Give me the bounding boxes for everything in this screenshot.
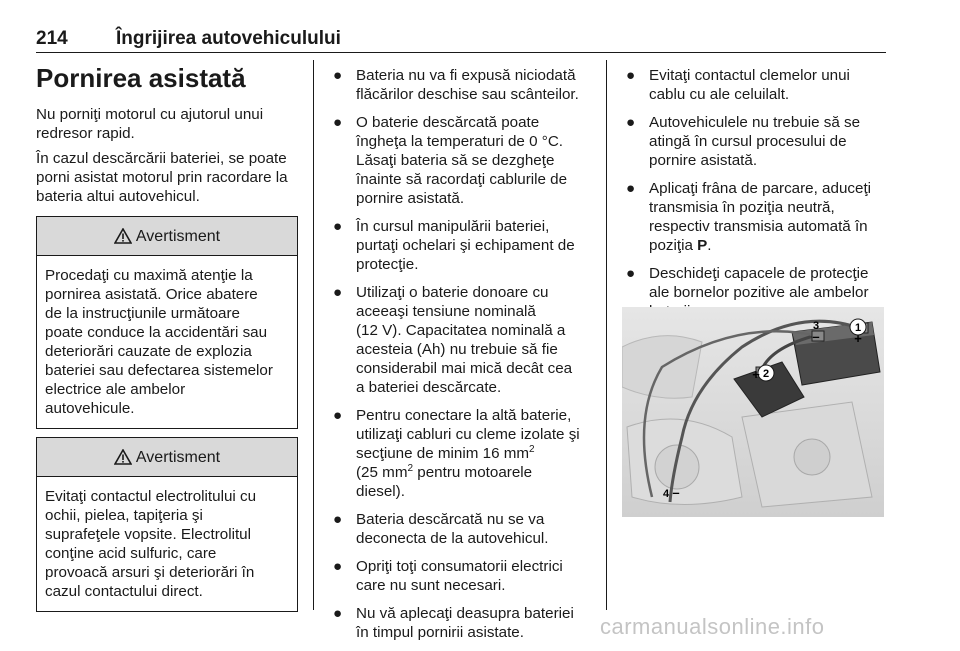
warning-text: Procedaţi cu maximă atenţie la pornirea asistată. Orice abatere de la instrucţiunile următoare poate conduce la accidentări sau deteriorări cauzate de explozia bateriei sau defectarea sistemelor electrice ale ambelor autovehicule. <box>45 267 273 417</box>
column-3 <box>623 66 887 330</box>
svg-text:4: 4 <box>662 488 670 500</box>
bullet-icon: ● <box>333 114 343 131</box>
bullet-icon: ● <box>626 114 636 131</box>
list-item: ● Autovehiculele nu trebuie să se atingă în cursul procesului de pornire asistată. <box>626 114 861 169</box>
list-item: ● În cursul manipulării bateriei, purtaţi ochelari şi echipament de protecţie. <box>333 218 575 273</box>
bullet-icon: ● <box>626 180 636 197</box>
svg-text:+: + <box>752 367 760 382</box>
chapter-title: Îngrijirea autovehiculului <box>116 28 341 49</box>
list-item: ● O baterie descărcată poate îngheţa la temperaturi de 0 °C. Lăsaţi bateria să se dezgheţe înainte să racordaţi cablurile de pornire asistată. <box>333 114 568 207</box>
warning-text: Evitaţi contactul electrolitului cu ochii, pielea, tapiţeria şi suprafeţele vopsite. Electrolitul conţine acid sulfuric, care provoacă arsuri şi deteriorări în cazul contactului direct. <box>45 488 257 600</box>
list-item: ● Bateria descărcată nu se va deconecta de la autovehicul. <box>333 511 549 547</box>
bullet-icon: ● <box>333 218 343 235</box>
bullet-icon: ● <box>333 284 343 301</box>
warning-box-1 <box>36 216 298 429</box>
column-2 <box>330 66 594 651</box>
bullet-icon: ● <box>333 605 343 622</box>
warning-header <box>37 217 297 256</box>
label-2 <box>752 365 774 382</box>
warning-triangle-icon <box>114 228 132 244</box>
bullet-icon: ● <box>626 67 636 84</box>
bullet-list <box>623 66 887 321</box>
watermark: carmanualsonline.info <box>600 614 825 639</box>
warning-title: Avertisment <box>135 227 221 245</box>
list-item: ● Nu vă aplecaţi deasupra bateriei în timpul pornirii asistate. <box>333 605 574 641</box>
svg-text:+: + <box>854 331 862 346</box>
list-item: ● Evitaţi contactul clemelor unui cablu cu ale celuilalt. <box>626 67 850 103</box>
column-1 <box>36 60 298 612</box>
jump-start-illustration <box>622 307 884 517</box>
list-item: ● Utilizaţi o baterie donoare cu aceeaşi tensiune nominală (12 V). Capacitatea nominală a acesteia (Ah) nu trebuie să fie considerabil mai mică decât cea a bateriei descărcate. <box>333 284 573 396</box>
warning-box-2 <box>36 437 298 612</box>
bullet-icon: ● <box>333 67 343 84</box>
list-item: ● Pentru conectare la altă baterie, utilizaţi cabluri cu cleme izolate şi secţiune de minim 16 $mm^2$ (25 $mm^2$ pentru motoarele diesel). <box>333 407 580 500</box>
bullet-icon: ● <box>333 407 343 424</box>
svg-text:–: – <box>672 485 680 500</box>
intro-paragraph-2: În cazul descărcării bateriei, se poate porni asistat motorul prin racordare la bateria altui autovehicul. <box>36 150 288 205</box>
bullet-icon: ● <box>333 558 343 575</box>
warning-title: Avertisment <box>135 448 221 466</box>
svg-text:2: 2 <box>762 368 770 380</box>
bullet-list <box>330 66 594 642</box>
engine-part <box>794 439 830 475</box>
list-item: ● Bateria nu va fi expusă niciodată flăcărilor deschise sau scânteilor. <box>333 67 579 103</box>
list-item: ● Deschideţi capacele de protecţie ale bornelor pozitive ale ambelor <box>626 265 869 301</box>
column-divider <box>313 60 314 610</box>
warning-triangle-icon <box>114 449 132 465</box>
section-title: Pornirea asistată <box>36 63 246 93</box>
label-3 <box>812 320 819 344</box>
list-item: ● Aplicaţi frâna de parcare, aduceţi transmisia în poziţia neutră, respectiv transmisia automată în poziţia P. <box>626 180 872 254</box>
page-header <box>36 26 886 53</box>
bullet-icon: ● <box>333 511 343 528</box>
svg-text:–: – <box>812 329 820 344</box>
warning-header <box>37 438 297 477</box>
svg-text:3: 3 <box>812 320 820 332</box>
column-divider <box>606 60 607 610</box>
page-number: 214 <box>36 28 68 49</box>
bullet-icon: ● <box>626 265 636 282</box>
list-item: ● Opriţi toţi consumatorii electrici care nu sunt necesari. <box>333 558 563 594</box>
svg-text:1: 1 <box>854 322 862 334</box>
intro-paragraph-1: Nu porniţi motorul cu ajutorul unui redresor rapid. <box>36 106 264 142</box>
